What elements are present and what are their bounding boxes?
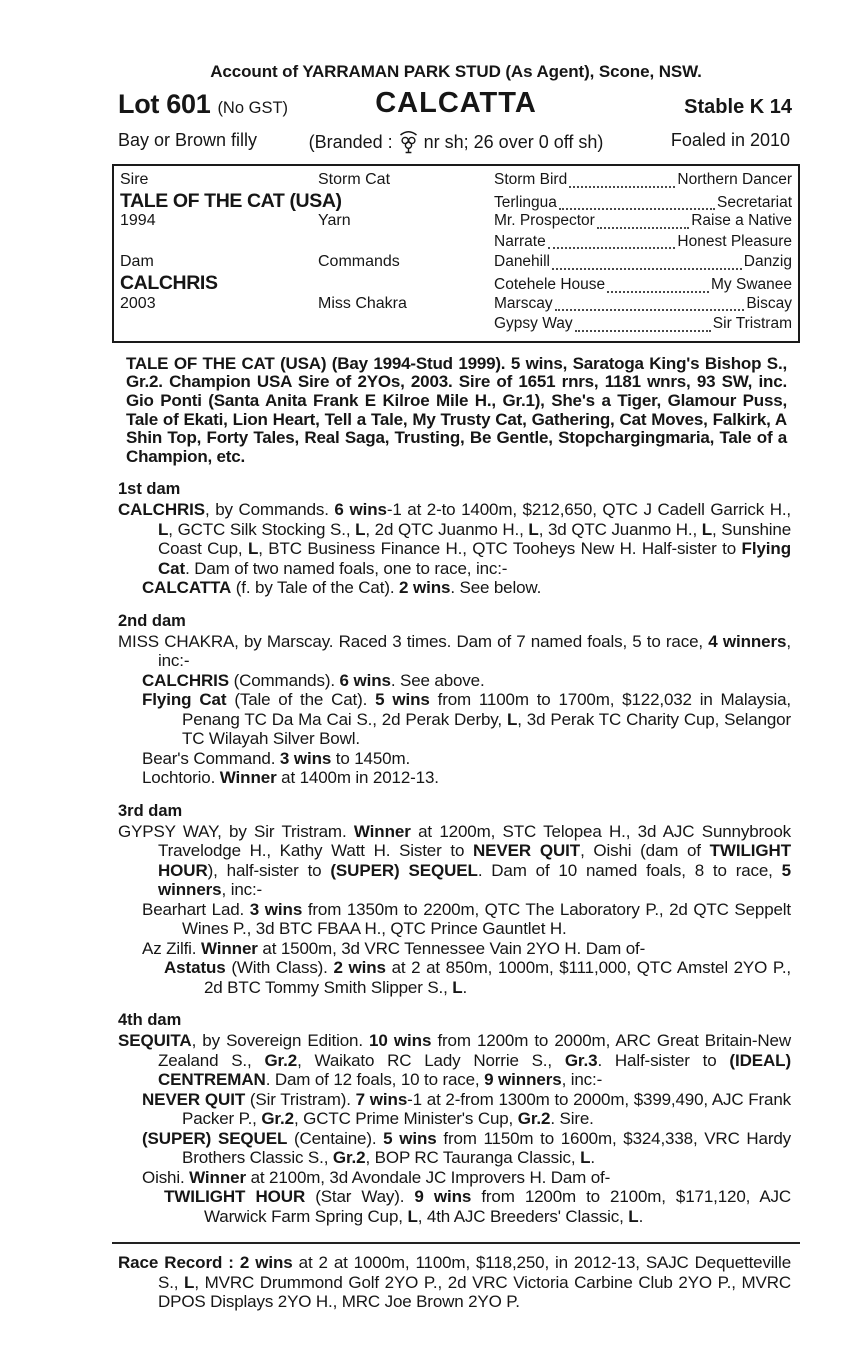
section-heading: 4th dam xyxy=(118,1011,182,1030)
paragraph: (SUPER) SEQUEL (Centaine). 5 wins from 1150m to 1600m, $324,338, VRC Hardy Brothers Classic S., Gr.2, BOP RC Tauranga Classic, L. xyxy=(142,1128,791,1168)
pedigree-ancestor: Terlingua xyxy=(494,193,557,211)
account-line: Account of YARRAMAN PARK STUD (As Agent), Scone, NSW. xyxy=(210,62,702,81)
brand-suffix: nr sh; 26 over 0 off sh) xyxy=(423,132,604,152)
paragraph: Bear's Command. 3 wins to 1450m. xyxy=(142,748,411,768)
pedigree-ancestor: My Swanee xyxy=(711,275,792,293)
paragraph: Race Record : 2 wins at 2 at 1000m, 1100m, $118,250, in 2012-13, SAJC Dequetteville S., L, MVRC Drummond Golf 2YO P., 2d VRC Victoria Carbine Club 2YO P., MVRC DPOS Displays 2YO H., MRC Joe Brown 2YO P. xyxy=(118,1253,791,1312)
pedigree-table xyxy=(112,164,800,343)
section-3rd-dam xyxy=(112,802,800,998)
dotted-leader xyxy=(569,186,675,188)
dotted-leader xyxy=(555,309,745,311)
pedigree-ancestor: Raise a Native xyxy=(691,212,792,230)
lot-number: Lot 601 xyxy=(118,89,211,119)
paragraph: Oishi. Winner at 2100m, 3d Avondale JC Improvers H. Dam of- xyxy=(142,1167,611,1187)
lot-row xyxy=(112,89,800,125)
paragraph: Astatus (With Class). 2 wins at 2 at 850m, 1000m, $111,000, QTC Amstel 2YO P., 2d BTC Tommy Smith Slipper S., L. xyxy=(164,958,791,997)
horse-brand-icon xyxy=(398,129,419,154)
pedigree-ancestor: Narrate xyxy=(494,232,546,250)
pedigree-row xyxy=(120,252,792,273)
race-record xyxy=(112,1242,800,1312)
paragraph: GYPSY WAY, by Sir Tristram. Winner at 1200m, STC Telopea H., 3d AJC Sunnybrook Travelodge H., Kathy Watt H. Sister to NEVER QUIT, Oishi (dam of TWILIGHT HOUR), half-sister to (SUPER) SEQUEL. Dam of 10 named foals, 8 to race, 5 winners, inc:- xyxy=(118,821,792,900)
pedigree-ancestor: Sir Tristram xyxy=(712,315,792,333)
pedigree-granddam: Miss Chakra xyxy=(318,294,407,312)
paragraph: TWILIGHT HOUR (Star Way). 9 wins from 1200m to 2100m, $171,120, AJC Warwick Farm Spring Cup, L, 4th AJC Breeders' Classic, L. xyxy=(164,1187,791,1226)
pedigree-row xyxy=(120,211,792,232)
section-2nd-dam xyxy=(112,612,800,788)
pedigree-ancestor: Marscay xyxy=(494,294,553,312)
section-heading: 1st dam xyxy=(118,480,181,499)
pedigree-row xyxy=(120,170,792,191)
brand-info xyxy=(112,130,800,155)
section-heading: 3rd dam xyxy=(118,801,183,820)
description-row xyxy=(112,130,800,156)
horse-name: CALCATTA xyxy=(375,87,537,119)
paragraph: Lochtorio. Winner at 1400m in 2012-13. xyxy=(142,768,439,788)
pedigree-ancestor: Danzig xyxy=(743,253,792,271)
pedigree-ancestor: Biscay xyxy=(746,294,792,312)
sire-summary: TALE OF THE CAT (USA) (Bay 1994-Stud 1999). 5 wins, Saratoga King's Bishop S., Gr.2. Champion USA Sire of 2YOs, 2003. Sire of 1651 rnrs, 1181 wnrs, 93 SW, inc. Gio Ponti (Santa Anita Frank E Kilroe Mile H., Gr.1), She's a Tiger, Glamour Puss, Tale of Ekati, Lion Heart, Tell a Tale, My Trusty Cat, Gathering, Cat Moves, Falkirk, A Shin Top, Forty Tales, Real Saga, Trusting, Be Gentle, Stopchargingmaria, Tale of a Champion, etc. xyxy=(126,353,787,466)
pedigree-row xyxy=(120,232,792,253)
pedigree-ancestor: Gypsy Way xyxy=(494,315,573,333)
pedigree-row xyxy=(120,191,792,212)
stable-number: Stable K 14 xyxy=(684,96,792,118)
paragraph: CALCHRIS, by Commands. 6 wins-1 at 2-to 1400m, $212,650, QTC J Cadell Garrick H., L, GCTC Silk Stocking S., L, 2d QTC Juanmo H., L, 3d QTC Juanmo H., L, Sunshine Coast Cup, L, BTC Business Finance H., QTC Tooheys New H. Half-sister to Flying Cat. Dam of two named foals, one to race, inc:- xyxy=(118,500,792,578)
paragraph: SEQUITA, by Sovereign Edition. 10 wins from 1200m to 2000m, ARC Great Britain-New Zealand S., Gr.2, Waikato RC Lady Norrie S., Gr.3. Half-sister to (IDEAL) CENTREMAN. Dam of 12 foals, 10 to race, 9 winners, inc:- xyxy=(118,1031,792,1090)
pedigree-row xyxy=(120,273,792,294)
paragraph: MISS CHAKRA, by Marscay. Raced 3 times. Dam of 7 named foals, 5 to race, 4 winners, inc:- xyxy=(118,631,791,671)
pedigree-row xyxy=(120,314,792,335)
section-body xyxy=(112,500,800,598)
paragraph: CALCATTA (f. by Tale of the Cat). 2 wins. See below. xyxy=(142,578,542,598)
paragraph: NEVER QUIT (Sir Tristram). 7 wins-1 at 2-from 1300m to 2000m, $399,490, AJC Frank Packer P., Gr.2, GCTC Prime Minister's Cup, Gr.2. Sire. xyxy=(142,1089,791,1129)
pedigree-granddam: Yarn xyxy=(318,212,351,230)
paragraph: CALCHRIS (Commands). 6 wins. See above. xyxy=(142,670,485,690)
dotted-leader xyxy=(607,291,709,293)
section-1st-dam xyxy=(112,480,800,598)
pedigree-role-label: Dam xyxy=(120,253,154,271)
pedigree-role-label: Sire xyxy=(120,171,149,188)
pedigree-ancestor: Northern Dancer xyxy=(677,171,792,188)
section-body xyxy=(112,632,800,788)
dotted-leader xyxy=(559,208,715,210)
color-sex: Bay or Brown filly xyxy=(118,130,258,150)
pedigree-ancestor: Mr. Prospector xyxy=(494,212,595,230)
pedigree-ancestor: Cotehele House xyxy=(494,275,606,293)
section-heading: 2nd dam xyxy=(118,611,186,630)
page-content xyxy=(112,62,800,1312)
pedigree-ancestor: Danehill xyxy=(494,253,551,271)
pedigree-ancestor: Storm Bird xyxy=(494,171,568,188)
pedigree-sire-name: TALE OF THE CAT (USA) xyxy=(120,189,342,212)
pedigree-year: 2003 xyxy=(120,294,156,312)
paragraph: Flying Cat (Tale of the Cat). 5 wins from 1100m to 1700m, $122,032 in Malaysia, Penang TC Da Ma Cai S., 2d Perak Derby, L, 3d Perak TC Charity Cup, Selangor TC Wilayah Silver Bowl. xyxy=(142,690,791,749)
dotted-leader xyxy=(548,247,676,249)
brand-prefix: (Branded : xyxy=(308,132,393,152)
dotted-leader xyxy=(597,227,689,229)
section-4th-dam xyxy=(112,1011,800,1226)
pedigree-ancestor: Secretariat xyxy=(717,193,792,211)
paragraph: Bearhart Lad. 3 wins from 1350m to 2200m, QTC The Laboratory P., 2d QTC Seppelt Wines P., 3d BTC FBAA H., QTC Prince Gauntlet H. xyxy=(142,899,792,939)
foaled-year: Foaled in 2010 xyxy=(670,130,790,150)
dotted-leader xyxy=(575,330,711,332)
section-body xyxy=(112,1031,800,1226)
dotted-leader xyxy=(552,268,742,270)
pedigree-row xyxy=(120,294,792,315)
pedigree-grandsire: Storm Cat xyxy=(318,171,391,188)
pedigree-dam-name: CALCHRIS xyxy=(120,271,218,294)
section-body xyxy=(112,822,800,998)
paragraph: Az Zilfi. Winner at 1500m, 3d VRC Tennessee Vain 2YO H. Dam of- xyxy=(142,938,646,958)
gst-note: (No GST) xyxy=(217,99,289,117)
pedigree-ancestor: Honest Pleasure xyxy=(677,232,792,250)
pedigree-grandsire: Commands xyxy=(318,253,400,271)
pedigree-year: 1994 xyxy=(120,212,156,230)
